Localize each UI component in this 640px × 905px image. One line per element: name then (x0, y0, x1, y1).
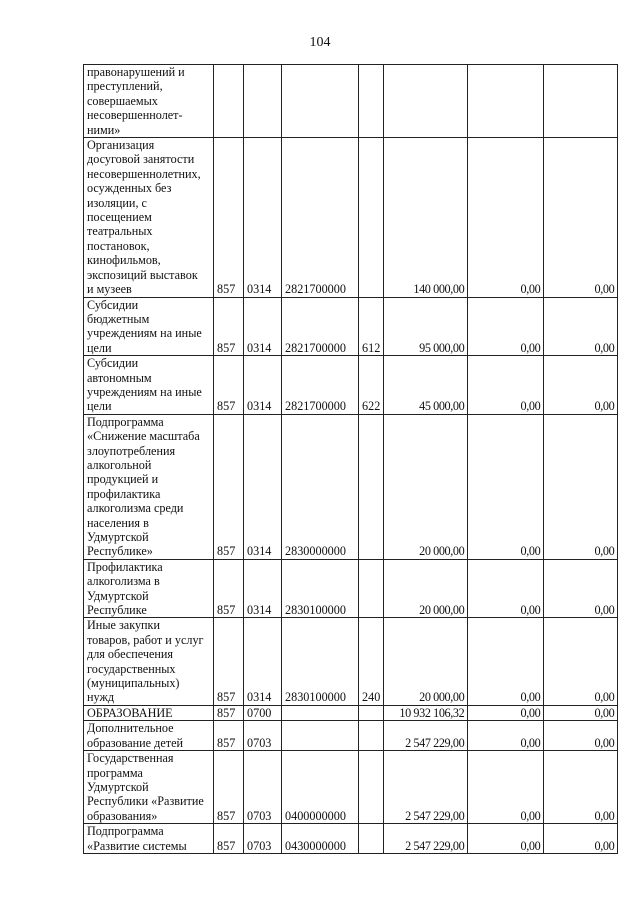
expense-type-cell: 612 (359, 297, 384, 356)
item-name-line: досуговой занятости (87, 152, 195, 167)
section-cell (244, 65, 282, 138)
amount-year2-cell: 0,00 (468, 705, 544, 720)
expense-type-cell (359, 751, 384, 824)
target-article-cell: 0430000000 (282, 824, 359, 854)
amount-year2-cell: 0,00 (468, 618, 544, 705)
target-article-cell: 2821700000 (282, 356, 359, 415)
item-name-line: и музеев (87, 282, 132, 297)
item-name-cell (84, 618, 214, 705)
item-name-line: Удмуртской (87, 588, 149, 603)
section-cell: 0703 (244, 751, 282, 824)
amount-year2-cell: 0,00 (468, 824, 544, 854)
section-cell: 0703 (244, 721, 282, 751)
grbs-cell: 857 (214, 721, 244, 751)
amount-year3-cell: 0,00 (544, 297, 618, 356)
amount-year3-cell: 0,00 (544, 559, 618, 618)
table-row (84, 721, 618, 751)
amount-year3-cell: 0,00 (544, 751, 618, 824)
amount-year2-cell: 0,00 (468, 751, 544, 824)
expense-type-cell (359, 824, 384, 854)
amount-cell: 20 000,00 (384, 618, 468, 705)
target-article-cell (282, 721, 359, 751)
grbs-cell: 857 (214, 297, 244, 356)
item-name-line: продукцией и (87, 472, 159, 487)
table-body (84, 65, 618, 854)
table-row (84, 65, 618, 138)
item-name-cell (84, 559, 214, 618)
section-cell: 0314 (244, 559, 282, 618)
item-name-cell (84, 65, 214, 138)
item-name-line: Республике» (87, 544, 153, 559)
item-name-cell (84, 824, 214, 854)
amount-year3-cell: 0,00 (544, 618, 618, 705)
item-name-line: цели (87, 399, 112, 414)
item-name-line: Подпрограмма (87, 414, 164, 429)
item-name-line: экспозиций выставок (87, 267, 198, 282)
amount-cell: 20 000,00 (384, 559, 468, 618)
amount-year2-cell: 0,00 (468, 138, 544, 297)
table-row (84, 559, 618, 618)
item-name-line: Удмуртской (87, 530, 149, 544)
amount-cell: 140 000,00 (384, 138, 468, 297)
section-cell: 0314 (244, 414, 282, 559)
item-name-line: Организация (87, 138, 155, 153)
budget-table (83, 64, 618, 854)
item-name-line: кинофильмов, (87, 253, 161, 268)
target-article-cell: 2830100000 (282, 559, 359, 618)
item-name-cell (84, 414, 214, 559)
amount-year2-cell: 0,00 (468, 297, 544, 356)
expense-type-cell (359, 721, 384, 751)
table-row (84, 297, 618, 356)
expense-type-cell: 240 (359, 618, 384, 705)
item-name-line: алкогольной (87, 457, 152, 472)
item-name-cell (84, 297, 214, 356)
item-name-line: Республики «Развитие (87, 794, 204, 809)
expense-type-cell (359, 138, 384, 297)
item-name-line: учреждениям на иные (87, 326, 202, 341)
item-name-line: для обеспечения (87, 647, 174, 662)
item-name-line: автономным (87, 370, 152, 385)
amount-year2-cell: 0,00 (468, 721, 544, 751)
item-name-line: Подпрограмма (87, 824, 164, 839)
amount-cell: 45 000,00 (384, 356, 468, 415)
item-name-line: совершаемых (87, 93, 158, 108)
amount-year3-cell: 0,00 (544, 705, 618, 720)
item-name-line: цели (87, 340, 112, 355)
grbs-cell: 857 (214, 751, 244, 824)
item-name-line: несовершеннолет- (87, 108, 183, 123)
table-row (84, 138, 618, 297)
item-name-cell (84, 705, 214, 720)
amount-cell (384, 65, 468, 138)
item-name-line: изоляции, с (87, 195, 147, 210)
item-name-line: «Снижение масштаба (87, 429, 200, 444)
amount-year2-cell: 0,00 (468, 559, 544, 618)
amount-cell: 2 547 229,00 (384, 721, 468, 751)
section-cell: 0314 (244, 618, 282, 705)
grbs-cell (214, 65, 244, 138)
target-article-cell (282, 705, 359, 720)
amount-cell: 2 547 229,00 (384, 751, 468, 824)
section-cell: 0314 (244, 356, 282, 415)
item-name-line: (муниципальных) (87, 676, 180, 691)
section-cell: 0700 (244, 705, 282, 720)
target-article-cell: 2821700000 (282, 138, 359, 297)
amount-year3-cell: 0,00 (544, 356, 618, 415)
expense-type-cell (359, 705, 384, 720)
item-name-line: нужд (87, 690, 115, 705)
amount-year2-cell (468, 65, 544, 138)
amount-year3-cell (544, 65, 618, 138)
amount-year3-cell: 0,00 (544, 824, 618, 854)
item-name-line: Удмуртской (87, 779, 149, 794)
item-name-line: бюджетным (87, 311, 150, 326)
grbs-cell: 857 (214, 356, 244, 415)
item-name-line: государственных (87, 661, 176, 676)
item-name-line: образования» (87, 808, 158, 823)
item-name-line: постановок, (87, 238, 150, 253)
item-name-cell (84, 751, 214, 824)
item-name-line: Дополнительное (87, 721, 174, 736)
target-article-cell: 2830000000 (282, 414, 359, 559)
amount-year3-cell: 0,00 (544, 414, 618, 559)
page-number: 104 (309, 35, 331, 50)
item-name-line: образование детей (87, 735, 184, 750)
item-name-cell (84, 721, 214, 751)
table-row (84, 705, 618, 720)
target-article-cell: 2821700000 (282, 297, 359, 356)
item-name-line: Субсидии (87, 356, 139, 371)
amount-year2-cell: 0,00 (468, 356, 544, 415)
amount-cell: 2 547 229,00 (384, 824, 468, 854)
item-name-line: Государственная (87, 751, 174, 766)
grbs-cell: 857 (214, 414, 244, 559)
item-name-line: злоупотребления (87, 443, 176, 458)
item-name-line: преступлений, (87, 79, 163, 94)
section-cell: 0314 (244, 138, 282, 297)
grbs-cell: 857 (214, 138, 244, 297)
item-name-line: программа (87, 765, 143, 780)
amount-year3-cell: 0,00 (544, 138, 618, 297)
target-article-cell: 0400000000 (282, 751, 359, 824)
expense-type-cell (359, 559, 384, 618)
grbs-cell: 857 (214, 618, 244, 705)
item-name-line: Профилактика (87, 559, 163, 574)
expense-type-cell: 622 (359, 356, 384, 415)
table-row (84, 356, 618, 415)
item-name-line: учреждениям на иные (87, 384, 202, 399)
section-cell: 0703 (244, 824, 282, 854)
item-name-line: правонарушений и (87, 65, 185, 79)
item-name-line: алкоголизма в (87, 574, 160, 589)
amount-year3-cell: 0,00 (544, 721, 618, 751)
item-name-line: Субсидии (87, 297, 139, 312)
amount-cell: 10 932 106,32 (384, 705, 468, 720)
item-name-line: осужденных без (87, 181, 172, 196)
item-name-line: алкоголизма среди (87, 501, 184, 516)
table-row (84, 618, 618, 705)
item-name-line: посещением (87, 210, 152, 225)
item-name-line: несовершеннолетних, (87, 166, 201, 181)
amount-year2-cell: 0,00 (468, 414, 544, 559)
expense-type-cell (359, 65, 384, 138)
amount-cell: 20 000,00 (384, 414, 468, 559)
expense-type-cell (359, 414, 384, 559)
item-name-line: ними» (87, 122, 121, 137)
item-name-line: театральных (87, 224, 153, 239)
item-name-line: товаров, работ и услуг (87, 632, 204, 647)
grbs-cell: 857 (214, 824, 244, 854)
item-name-cell (84, 138, 214, 297)
item-name-line: «Развитие системы (87, 838, 187, 853)
amount-cell: 95 000,00 (384, 297, 468, 356)
item-name-line: населения в (87, 515, 149, 530)
section-cell: 0314 (244, 297, 282, 356)
item-name-cell (84, 356, 214, 415)
target-article-cell (282, 65, 359, 138)
item-name-line: Иные закупки (87, 618, 160, 633)
table-row (84, 824, 618, 854)
target-article-cell: 2830100000 (282, 618, 359, 705)
item-name-line: Республике (87, 603, 147, 618)
item-name-line: профилактика (87, 486, 161, 501)
table-row (84, 414, 618, 559)
grbs-cell: 857 (214, 559, 244, 618)
item-name-line: ОБРАЗОВАНИЕ (87, 705, 173, 720)
table-row (84, 751, 618, 824)
grbs-cell: 857 (214, 705, 244, 720)
